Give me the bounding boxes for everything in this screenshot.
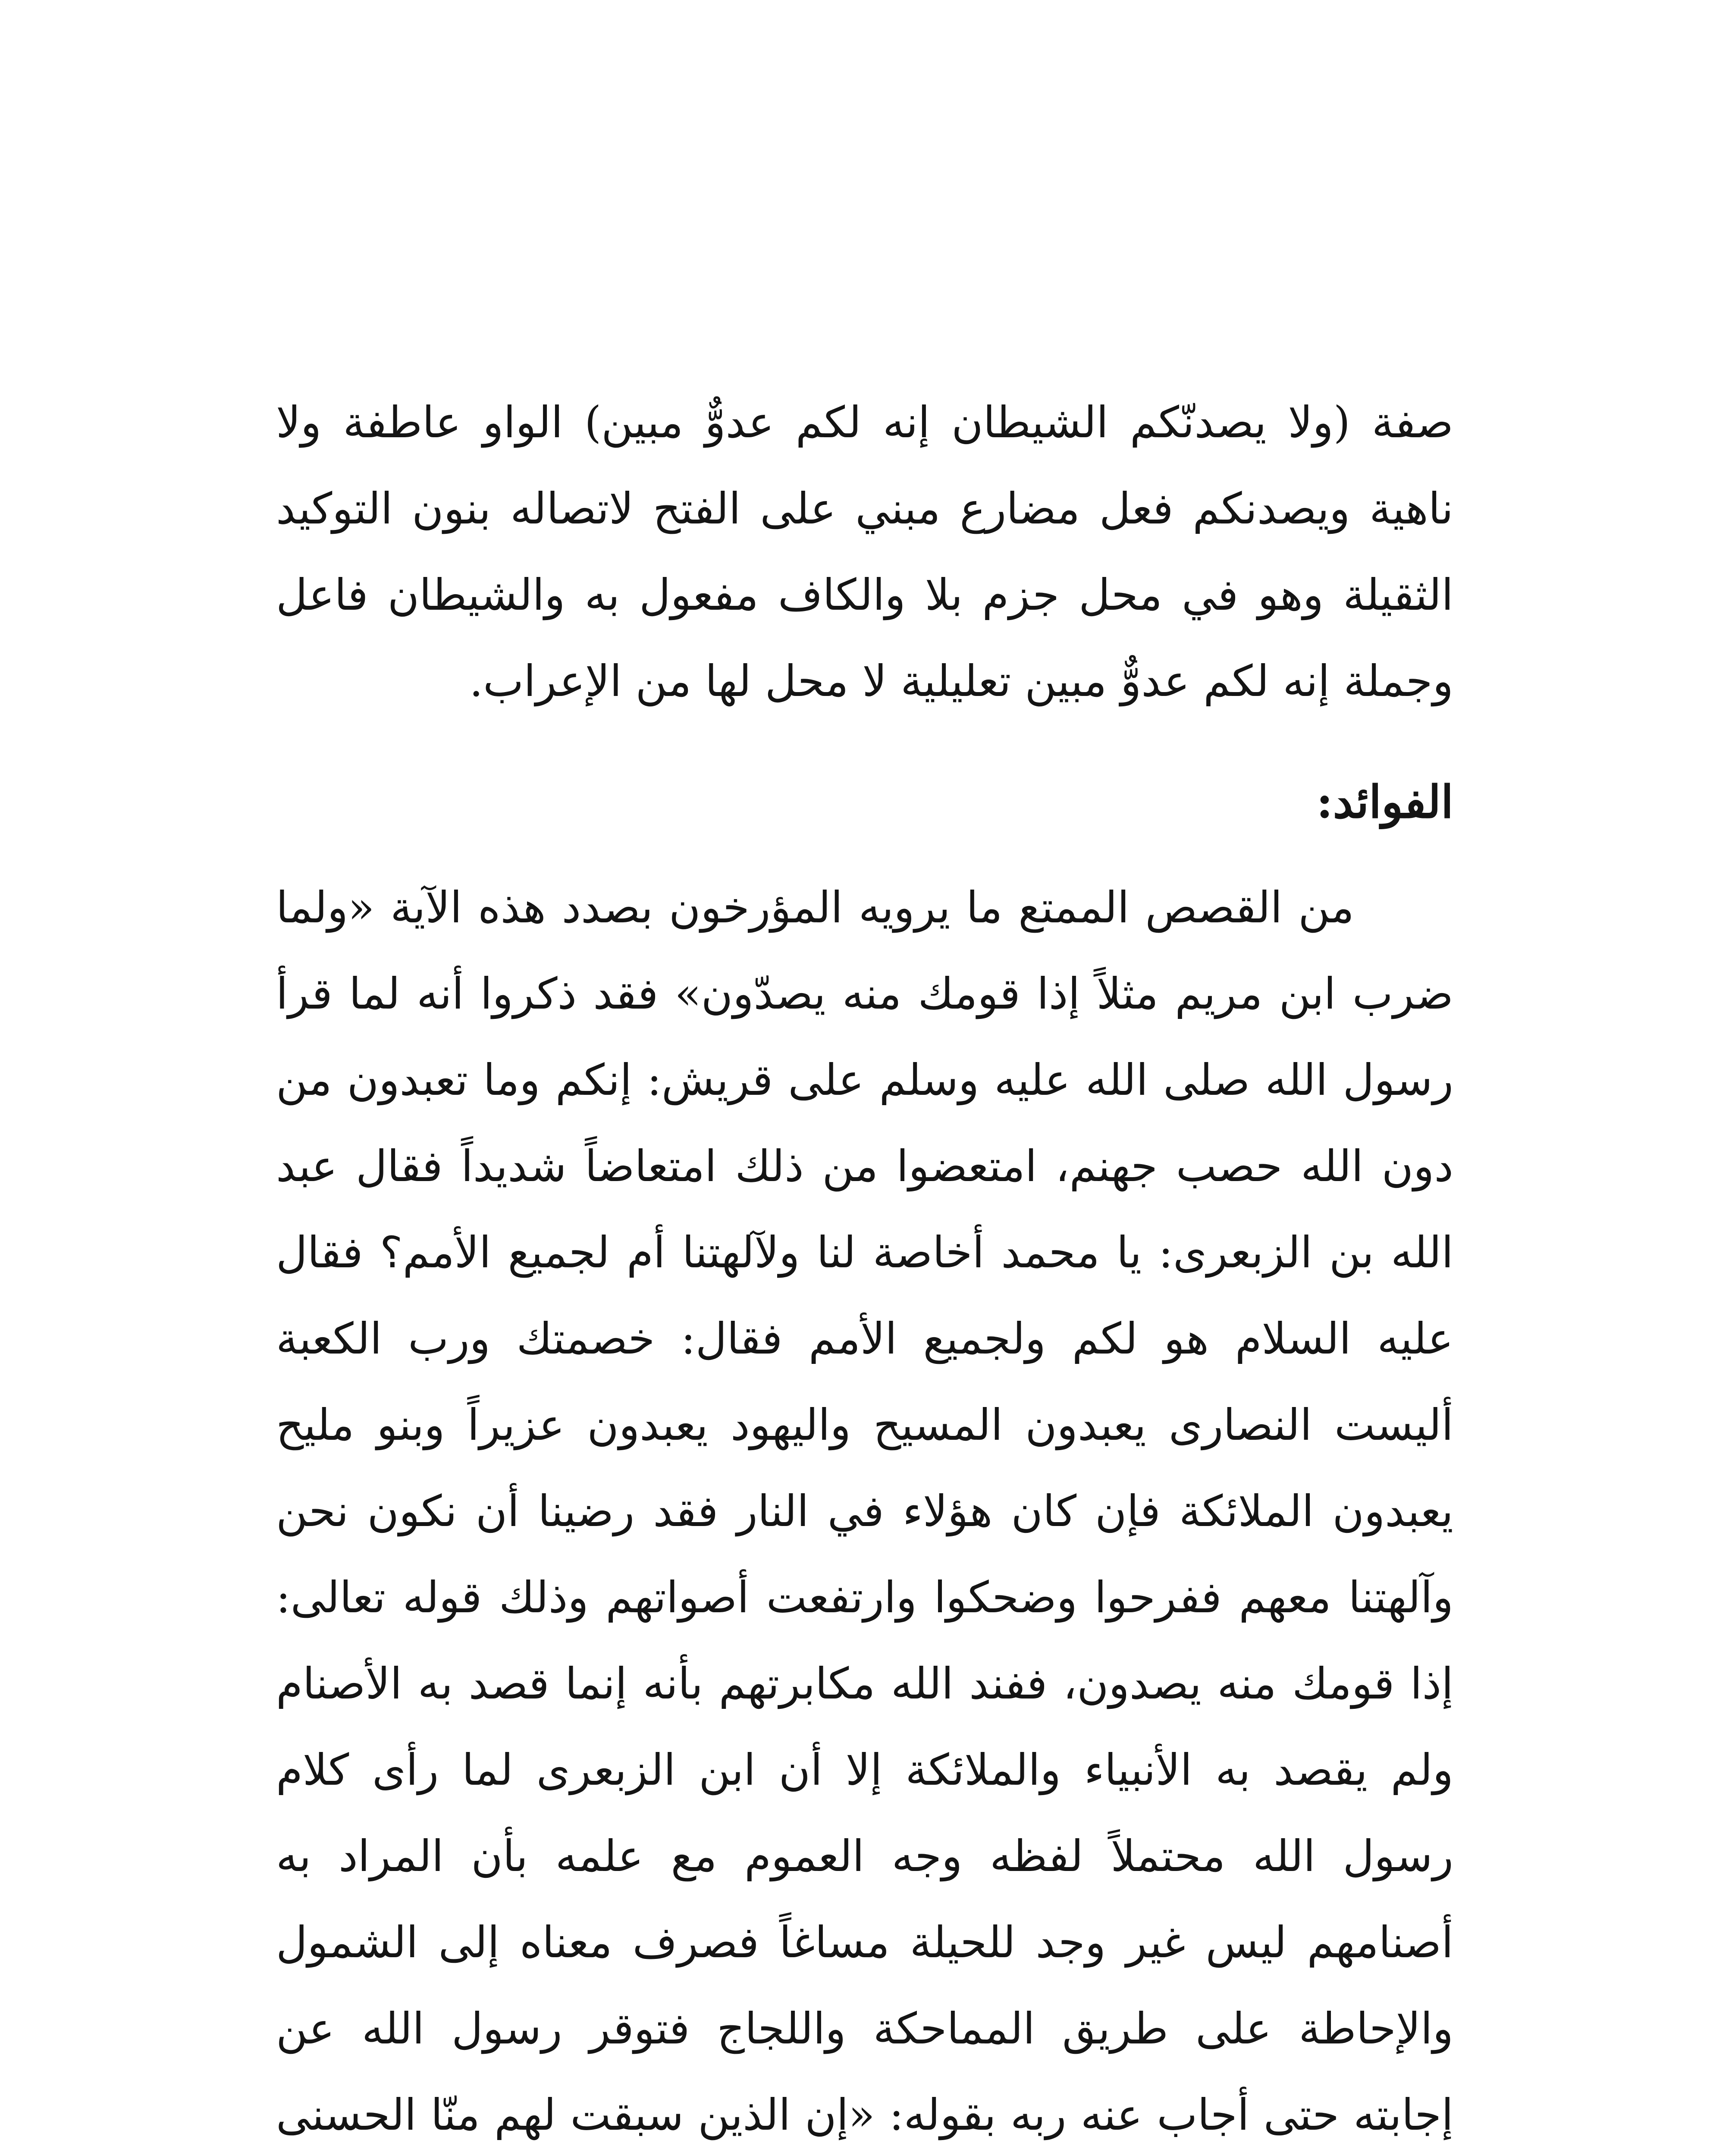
body-paragraph: من القصص الممتع ما يرويه المؤرخون بصدد هذه الآية «ولما ضرب ابن مريم مثلاً إذا قومك منه يصدّون» فقد ذكروا أنه لما قرأ رسول الله صلى الله عليه وسلم على قريش: إنكم وما تعبدون من دون الله حصب جهنم، امتعضوا من ذلك امتعاضاً شديداً فقال عبد الله بن الزبعرى: يا محمد أخاصة لنا ولآلهتنا أم لجميع الأمم؟ فقال عليه السلام هو لكم ولجميع الأمم فقال: خصمتك ورب الكعبة أليست النصارى يعبدون المسيح واليهود يعبدون عزيراً وبنو مليح يعبدون الملائكة فإن كان هؤلاء في النار فقد رضينا أن نكون نحن وآلهتنا معهم ففرحوا وضحكوا وارتفعت أصواتهم وذلك قوله تعالى: إذا قومك منه يصدون، ففند الله مكابرتهم بأنه إنما قصد به الأصنام ولم يقصد به الأنبياء والملائكة إلا أن ابن الزبعرى لما رأى كلام رسول الله محتملاً لفظه وجه العموم مع علمه بأن المراد به أصنامهم ليس غير وجد للحيلة مساغاً فصرف معناه إلى الشمول والإحاطة على طريق المماحكة واللجاج فتوقر رسول الله عن إجابته حتى أجاب عنه ربه بقوله: «إن الذين سبقت لهم منّا الحسنى (276, 882, 1453, 2140)
section-heading: الفوائد: (1316, 775, 1453, 828)
intro-paragraph: صفة (ولا يصدنّكم الشيطان إنه لكم عدوٌّ مبين) الواو عاطفة ولا ناهية ويصدنكم فعل مضارع مبني على الفتح لاتصاله بنون التوكيد الثقيلة وهو في محل جزم بلا والكاف مفعول به والشيطان فاعل وجملة إنه لكم عدوٌّ مبين تعليلية لا محل لها من الإعراب. (276, 397, 1454, 706)
